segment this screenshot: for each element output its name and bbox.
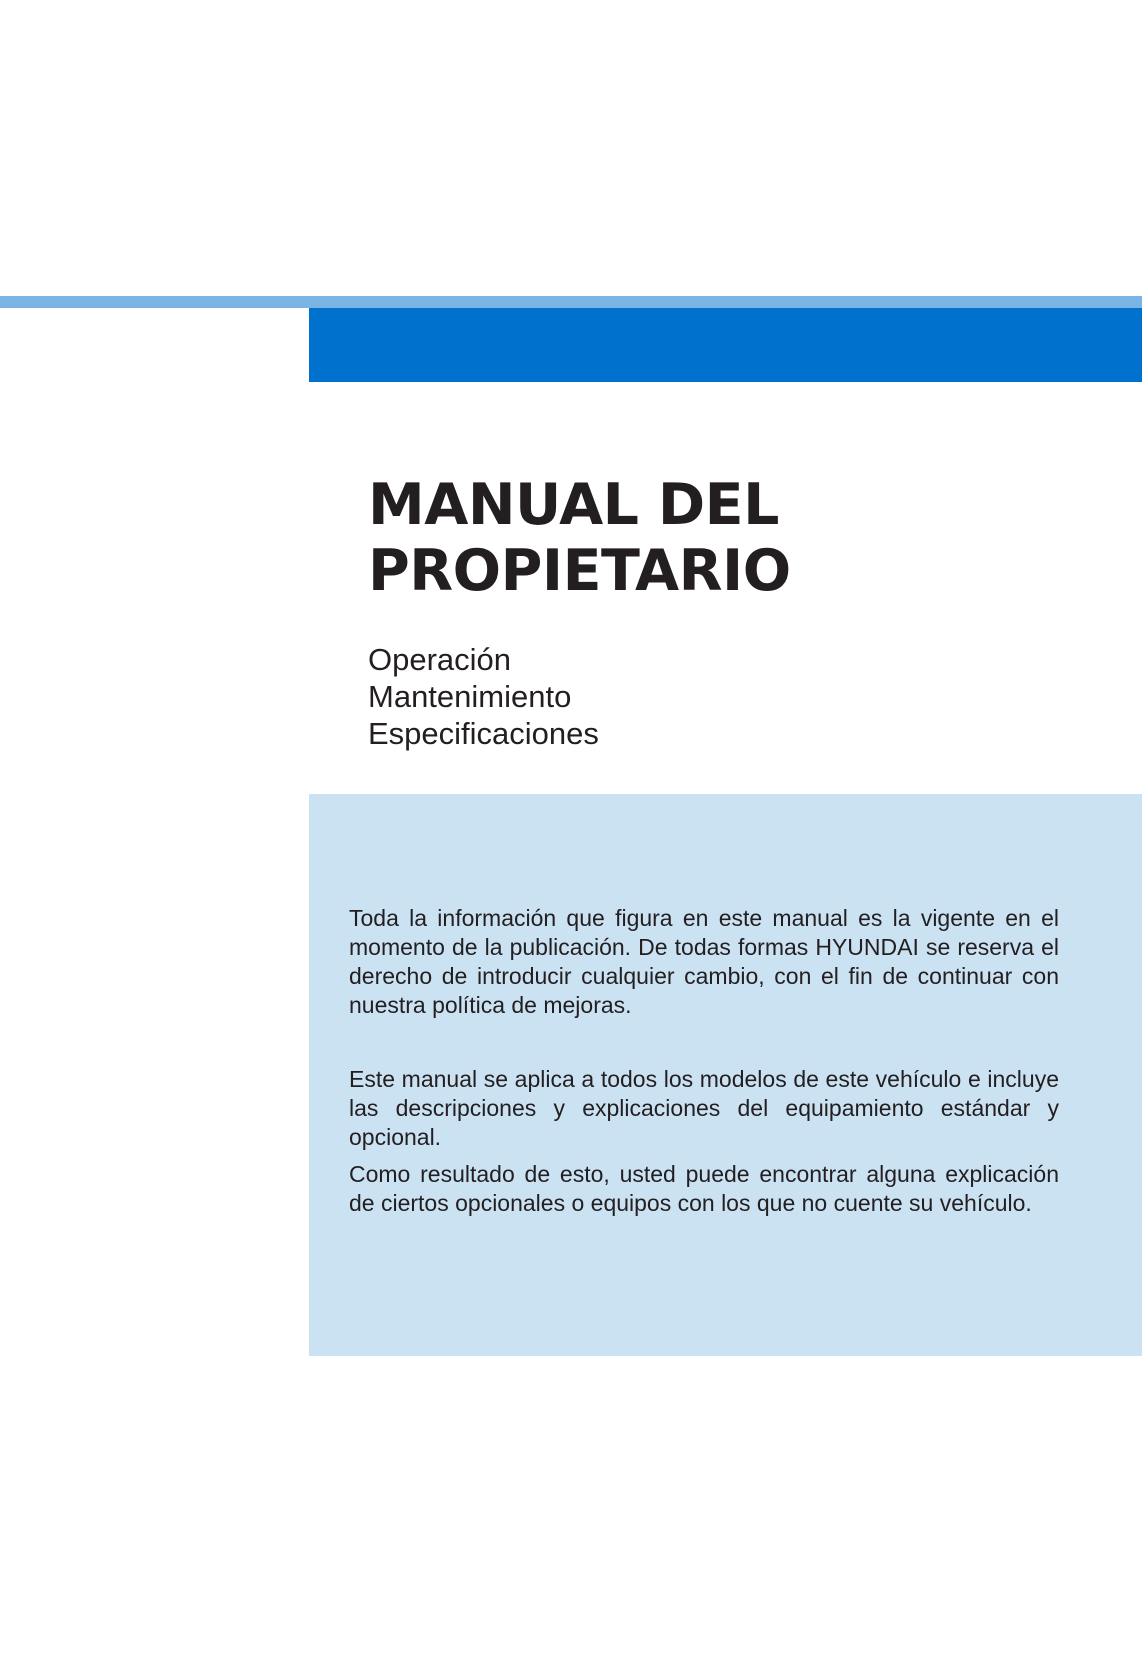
subtitle-operacion: Operación xyxy=(368,642,512,677)
notice-box xyxy=(309,794,1142,1356)
subtitle-especificaciones: Especificaciones xyxy=(368,716,599,751)
notice-text xyxy=(349,904,1059,1218)
notice-paragraph-1: Toda la información que figura en este manual es la vigente en el momento de la publicación. De todas formas HYUNDAI se reserva el derecho de introducir cualquier cambio, con el fin de continuar con nuestra política de mejoras. xyxy=(349,905,1059,1018)
top-blue-band xyxy=(309,308,1142,382)
subtitle-mantenimiento: Mantenimiento xyxy=(368,679,572,714)
title-line-1: MANUAL DEL xyxy=(368,472,779,538)
notice-paragraph-2: Este manual se aplica a todos los modelos de este vehículo e incluye las descripciones y explicaciones del equipamiento estándar y opcional. xyxy=(349,1066,1059,1150)
subtitle-list xyxy=(368,641,599,752)
manual-title xyxy=(368,472,791,604)
top-light-blue-stripe xyxy=(0,296,1142,308)
title-line-2: PROPIETARIO xyxy=(368,538,791,604)
notice-paragraph-3: Como resultado de esto, usted puede encontrar alguna explicación de ciertos opcionales o equipos con los que no cuente su vehículo. xyxy=(349,1161,1059,1216)
